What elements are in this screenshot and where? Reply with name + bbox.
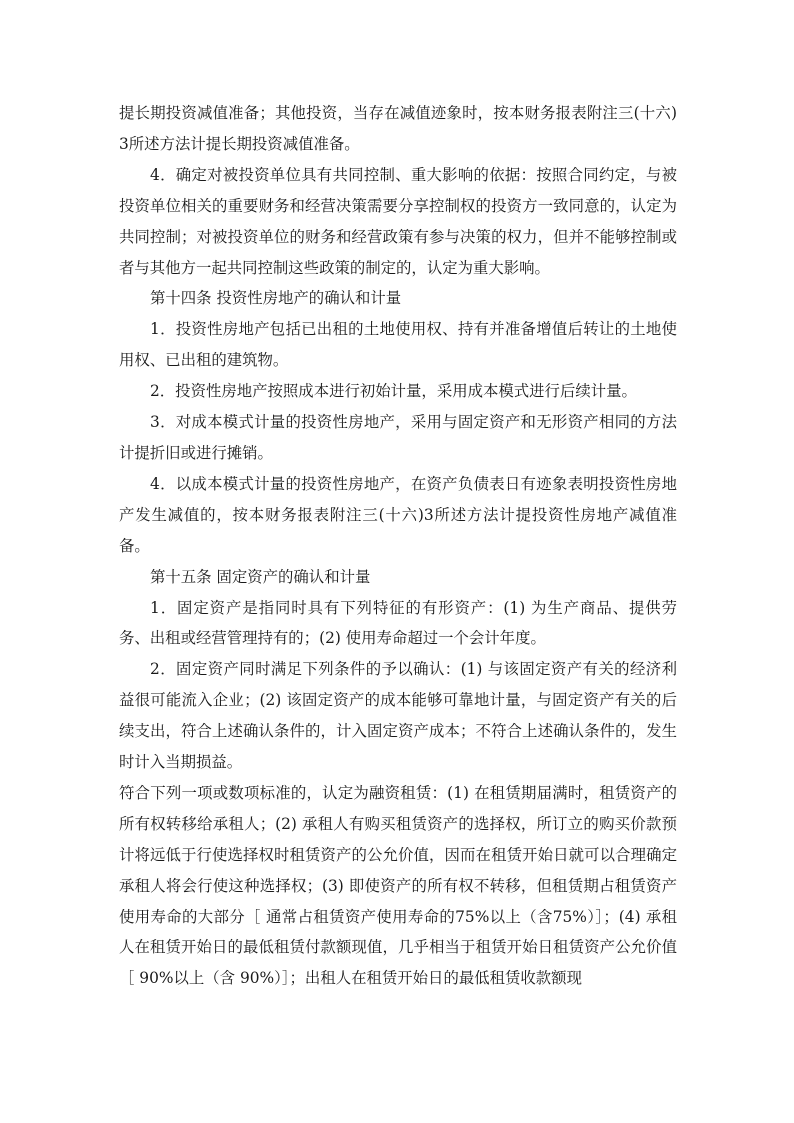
paragraph-investment-impairment: 提长期投资减值准备；其他投资，当存在减值迹象时，按本财务报表附注三(十六)3所述方法计提长期投资减值准备。 <box>119 104 677 153</box>
paragraph-fixed-asset-definition: 1．固定资产是指同时具有下列特征的有形资产：(1) 为生产商品、提供劳务、出租或经营管理持有的；(2) 使用寿命超过一个会计年度。 <box>119 598 677 648</box>
paragraph-investment-property-measurement: 2．投资性房地产按照成本进行初始计量，采用成本模式进行后续计量。 <box>150 382 637 401</box>
article-15-heading: 第十五条 固定资产的确认和计量 <box>150 567 371 586</box>
paragraph-fixed-asset-recognition: 2．固定资产同时满足下列条件的予以确认：(1) 与该固定资产有关的经济利益很可能流入企业；(2) 该固定资产的成本能够可靠地计量，与固定资产有关的后续支出，符合上述确认条件的，计入固定资产成本；不符合上述确认条件的，发生时计入当期损益。 <box>119 660 677 772</box>
article-14-heading: 第十四条 投资性房地产的确认和计量 <box>150 289 402 308</box>
paragraph-investment-property-impairment: 4．以成本模式计量的投资性房地产，在资产负债表日有迹象表明投资性房地产发生减值的，按本财务报表附注三(十六)3所述方法计提投资性房地产减值准备。 <box>119 474 677 555</box>
document-body <box>119 98 677 994</box>
paragraph-joint-control-basis: 4．确定对被投资单位具有共同控制、重大影响的依据：按照合同约定，与被投资单位相关的重要财务和经营决策需要分享控制权的投资方一致同意的，认定为共同控制；对被投资单位的财务和经营政策有参与决策的权力，但并不能够控制或者与其他方一起共同控制这些政策的制定的，认定为重大影响。 <box>119 165 677 277</box>
paragraph-finance-lease-criteria: 符合下列一项或数项标准的，认定为融资租赁：(1) 在租赁期届满时，租赁资产的所有权转移给承租人；(2) 承租人有购买租赁资产的选择权，所订立的购买价款预计将远低于行使选择权时租赁资产的公允价值，因而在租赁开始日就可以合理确定承租人将会行使这种选择权；(3) 即使资产的所有权不转移，但租赁期占租赁资产使用寿命的大部分［ 通常占租赁资产使用寿命的75%以上（含75%）］；(4) 承租人在租赁开始日的最低租赁付款额现值，几乎相当于租赁开始日租赁资产公允价值［ 90%以上（含 90%）］；出租人在租赁开始日的最低租赁收款额现 <box>119 783 677 988</box>
paragraph-investment-property-scope: 1．投资性房地产包括已出租的土地使用权、持有并准备增值后转让的土地使用权、已出租的建筑物。 <box>119 320 677 370</box>
paragraph-investment-property-depreciation: 3．对成本模式计量的投资性房地产，采用与固定资产和无形资产相同的方法计提折旧或进行摊销。 <box>119 413 677 462</box>
